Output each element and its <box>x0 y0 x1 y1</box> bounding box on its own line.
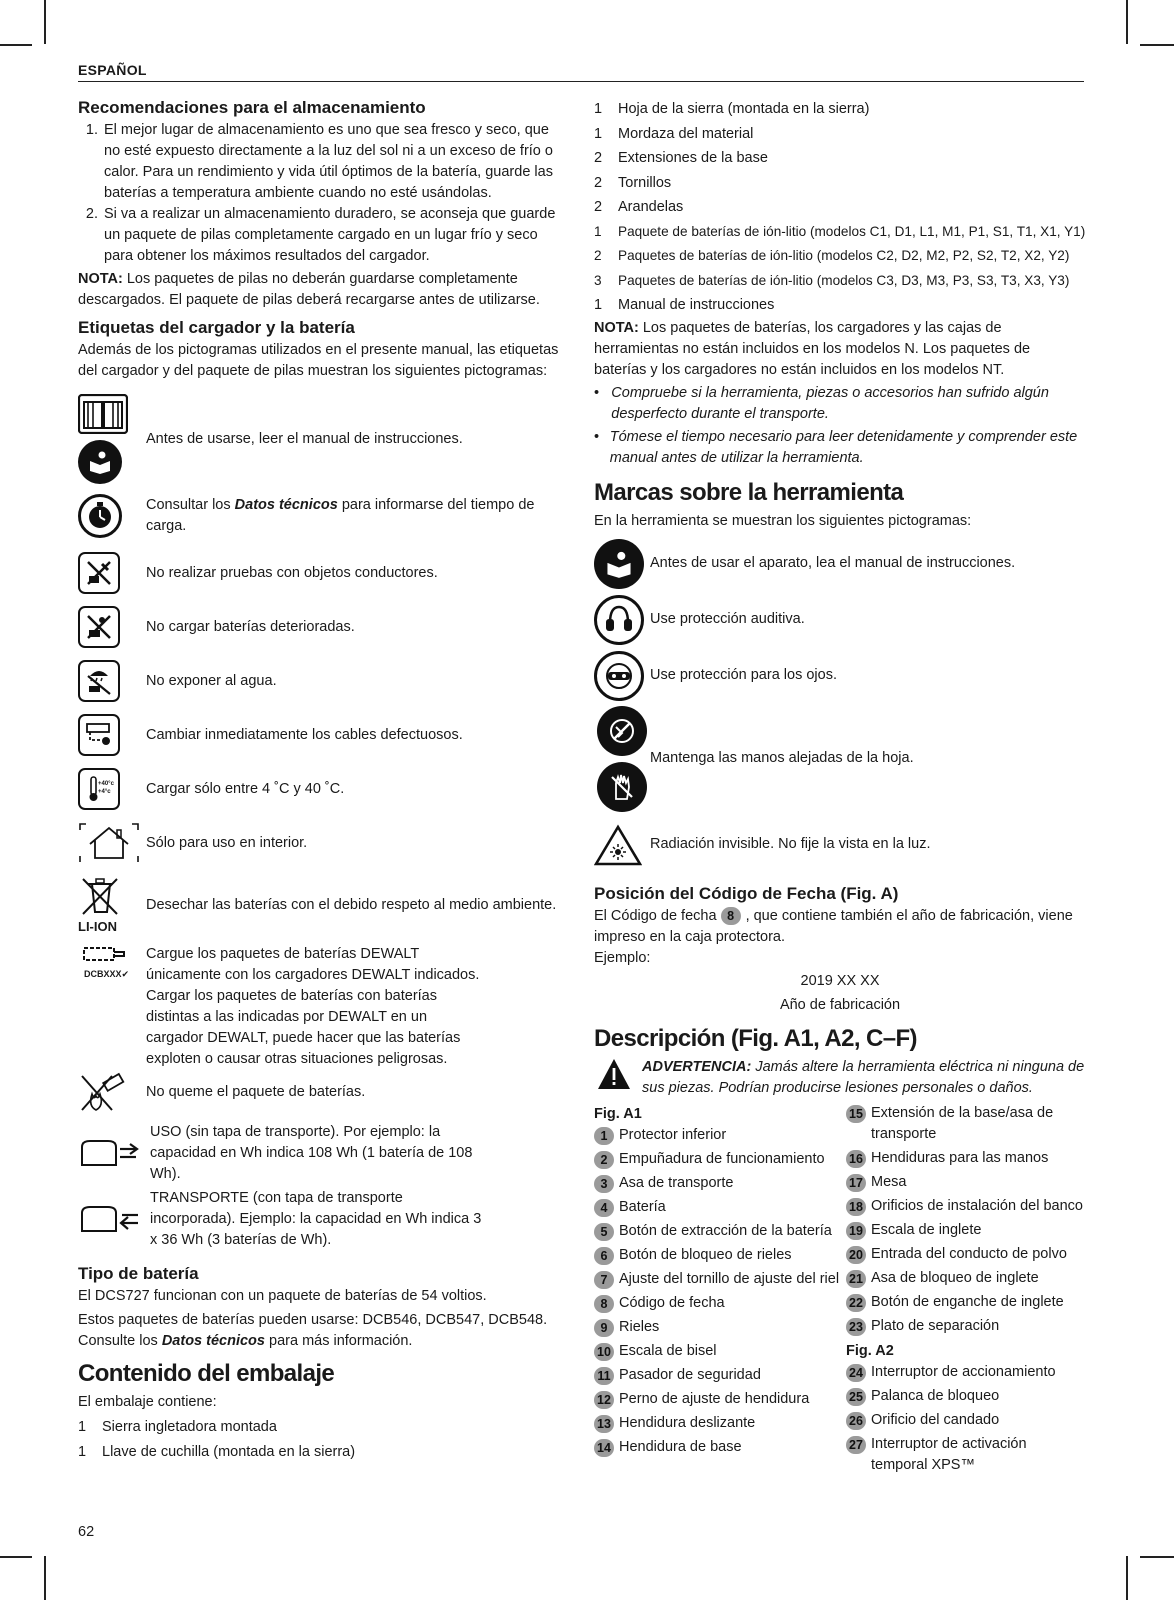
battery-p2-bold: Datos técnicos <box>161 1333 265 1349</box>
legend-item <box>594 1317 846 1338</box>
crop-mark <box>44 0 46 44</box>
legend-item <box>594 1125 846 1146</box>
house-icon <box>78 822 140 864</box>
eye-protection-icon <box>594 651 644 701</box>
replace-cords-text: Cambiar inmediatamente los cables defectuosos. <box>146 726 463 743</box>
legend-text: Orificios de instalación del banco <box>871 1197 1083 1214</box>
note-text: Los paquetes de pilas no deberán guardarse completamente descargados. El paquete de pilas deberá recargarse antes de utilizarse. <box>78 271 540 308</box>
legend-item <box>594 1221 846 1242</box>
legend-item <box>846 1148 1086 1169</box>
crop-mark <box>1140 1556 1174 1558</box>
crossed-bin-icon <box>78 874 122 918</box>
battery-p1: El DCS727 funcionan con un paquete de baterías de 54 voltios. <box>78 1288 487 1304</box>
legend-number-badge: 3 <box>594 1175 614 1193</box>
package-item <box>594 220 1086 245</box>
picto-read-manual <box>78 392 568 486</box>
mark-read-manual-text: Antes de usar el aparato, lea el manual de instrucciones. <box>650 555 1016 571</box>
legend-text: Mesa <box>871 1173 907 1190</box>
package-item <box>78 1440 568 1465</box>
note-label: NOTA: <box>594 319 639 336</box>
legend-number-badge: 27 <box>846 1436 866 1454</box>
note-text: Los paquetes de baterías, los cargadores y las cajas de herramientas no están incluidos en los modelos N. Los paquetes de baterías y los cargadores no están incluidos en los modelos NT. <box>594 319 1031 378</box>
picto-no-water <box>78 654 568 708</box>
legend-number-badge: 20 <box>846 1246 866 1264</box>
right-column <box>594 97 1086 1479</box>
item-text: Mordaza del material <box>618 125 754 142</box>
legend-text: Botón de extracción de la batería <box>619 1222 832 1239</box>
example-value: 2019 XX XX <box>800 972 880 989</box>
thermometer-icon <box>78 768 120 810</box>
legend-text: Protector inferior <box>619 1126 727 1143</box>
item-qty: 1 <box>78 1443 87 1460</box>
no-water-icon <box>78 660 120 702</box>
charger-icon <box>78 944 128 964</box>
item-qty: 2 <box>594 199 603 215</box>
legend-item <box>846 1103 1086 1145</box>
mark-radiation <box>594 814 1086 876</box>
battery-transport-text: TRANSPORTE (con tapa de transporte incorporada). Ejemplo: la capacidad en Wh indica 3 x 36 Wh (3 baterías de Wh). <box>150 1189 482 1248</box>
mark-hearing-text: Use protección auditiva. <box>650 611 805 627</box>
legend-number-badge: 10 <box>594 1343 614 1361</box>
battery-p2-post: para más información. <box>264 1333 413 1349</box>
battery-p2 <box>78 1310 568 1352</box>
legend-text: Plato de separación <box>871 1317 1000 1334</box>
legend-item <box>594 1197 846 1218</box>
picto-indoor <box>78 816 568 870</box>
datecode-title: Posición del Código de Fecha (Fig. A) <box>594 883 899 903</box>
crop-mark <box>1140 44 1174 46</box>
tech-data-text <box>146 495 568 537</box>
item-text: Manual de instrucciones <box>618 297 775 313</box>
legend-number-badge: 26 <box>846 1412 866 1430</box>
legend-text: Escala de bisel <box>619 1342 717 1359</box>
read-manual-icon <box>78 440 122 484</box>
section-header: ESPAÑOL <box>78 62 1084 82</box>
mark-eyes <box>594 648 1086 704</box>
ear-protection-icon <box>594 595 644 645</box>
item-qty: 3 <box>594 272 602 288</box>
dispose-text: Desechar las baterías con el debido respeto al medio ambiente. <box>146 896 557 913</box>
item-text: Paquetes de baterías de ión-litio (modelos C2, D2, M2, P2, S2, T2, X2, Y2) <box>618 248 1070 263</box>
package-item <box>594 293 1086 318</box>
description-title: Descripción (Fig. A1, A2, C–F) <box>594 1024 917 1052</box>
no-damaged-text: No cargar baterías deterioradas. <box>146 618 355 635</box>
battery-use-text: USO (sin tapa de transporte). Por ejemplo: la capacidad en Wh indica 108 Wh (1 batería de 108 Wh). <box>150 1123 473 1182</box>
svg-text:+4°c: +4°c <box>98 789 111 795</box>
legend-number-badge: 2 <box>594 1151 614 1169</box>
item-text: Paquetes de baterías de ión-litio (modelos C3, D3, M3, P3, S3, T3, X3, Y3) <box>618 272 1070 288</box>
legend-text: Palanca de bloqueo <box>871 1387 1000 1404</box>
book-icon <box>78 394 128 434</box>
picto-charge-only <box>78 940 568 1070</box>
legend-number-badge: 15 <box>846 1105 866 1123</box>
legend-text: Asa de bloqueo de inglete <box>871 1269 1039 1286</box>
labels-intro: Además de los pictogramas utilizados en el presente manual, las etiquetas del cargador y del paquete de pilas muestran los siguientes pictogramas: <box>78 342 559 379</box>
legend-text: Código de fecha <box>619 1294 725 1311</box>
charge-only-text: Cargue los paquetes de baterías DEWALT únicamente con los cargadores DEWALT indicados. Cargar los paquetes de baterías con baterías distintas a las indicadas por DEWALT en un cargador DEWALT, puede hacer que las baterías exploten o causar otras situaciones peligrosas. <box>146 946 480 1067</box>
item-qty: 1 <box>594 297 603 313</box>
item-text: Sierra ingletadora montada <box>102 1419 277 1435</box>
picto-no-damaged <box>78 600 568 654</box>
package-note <box>594 318 1086 381</box>
legend-text: Botón de bloqueo de rieles <box>619 1246 792 1263</box>
mark-hearing <box>594 592 1086 648</box>
item-qty: 2 <box>594 174 603 191</box>
legend-text: Extensión de la base/asa de transporte <box>871 1104 1054 1142</box>
item-text: Arandelas <box>618 199 684 215</box>
fig-a2-label: Fig. A2 <box>846 1342 894 1359</box>
legend-left <box>594 1103 846 1479</box>
picto-no-burn <box>78 1070 568 1114</box>
picto-replace-cords <box>78 708 568 762</box>
legend-number-badge: 16 <box>846 1150 866 1168</box>
legend-text: Hendiduras para las manos <box>871 1149 1049 1166</box>
item-qty: 1 <box>594 223 602 239</box>
legend-item <box>594 1389 846 1410</box>
stopwatch-icon <box>78 494 122 538</box>
legend-number-badge: 19 <box>846 1222 866 1240</box>
item-text: Tornillos <box>618 174 672 191</box>
marks-title: Marcas sobre la herramienta <box>594 478 904 506</box>
datecode-text <box>594 906 1086 948</box>
warning-block <box>594 1057 1086 1099</box>
datecode-badge: 8 <box>721 907 741 925</box>
package-item <box>594 97 1086 122</box>
legend-number-badge: 4 <box>594 1199 614 1217</box>
legend-text: Perno de ajuste de hendidura <box>619 1390 810 1407</box>
legend-item <box>846 1410 1086 1431</box>
legend-number-badge: 25 <box>846 1388 866 1406</box>
legend-number-badge: 23 <box>846 1318 866 1336</box>
picto-tech-data <box>78 486 568 546</box>
parts-legend <box>594 1103 1086 1479</box>
crop-mark <box>1126 1556 1128 1600</box>
legend-number-badge: 5 <box>594 1223 614 1241</box>
legend-item <box>594 1341 846 1362</box>
battery-use-icon <box>78 1135 142 1171</box>
example-caption: Año de fabricación <box>779 996 901 1013</box>
item-qty: 1 <box>594 125 603 142</box>
legend-item <box>846 1434 1086 1476</box>
temp-range-text: Cargar sólo entre 4 ˚C y 40 ˚C. <box>146 780 345 797</box>
legend-text: Rieles <box>619 1318 660 1335</box>
legend-text: Entrada del conducto de polvo <box>871 1245 1067 1262</box>
dcbxxx-label: DCBXXX✔ <box>84 969 130 979</box>
tech-pre: Consultar los <box>146 497 235 513</box>
crop-mark <box>0 1556 32 1558</box>
package-item <box>78 1415 568 1440</box>
no-conductive-text: No realizar pruebas con objetos conductores. <box>146 564 438 581</box>
package-title: Contenido del embalaje <box>78 1360 335 1387</box>
legend-item <box>846 1268 1086 1289</box>
package-item <box>594 195 1086 220</box>
battery-transport-icon <box>78 1201 142 1237</box>
mark-hands-text: Mantenga las manos alejadas de la hoja. <box>650 750 914 766</box>
legend-text: Ajuste del tornillo de ajuste del riel <box>619 1270 840 1287</box>
svg-text:+40°c: +40°c <box>98 781 114 787</box>
read-manual-text: Antes de usarse, leer el manual de instrucciones. <box>146 430 463 447</box>
legend-item <box>594 1149 846 1170</box>
crop-mark <box>44 1556 46 1600</box>
legend-item <box>846 1244 1086 1265</box>
legend-text: Pasador de seguridad <box>619 1366 761 1383</box>
legend-item <box>846 1316 1086 1337</box>
fig-a1-label: Fig. A1 <box>594 1105 642 1122</box>
legend-number-badge: 21 <box>846 1270 866 1288</box>
warning-text: Jamás altere la herramienta eléctrica ni ninguna de sus piezas. Podrían producirse lesiones personales o daños. <box>642 1058 1085 1096</box>
damaged-battery-icon <box>78 606 120 648</box>
battery-p2-pre: Estos paquetes de baterías pueden usarse: DCB546, DCB547, DCB548. Consulte los <box>78 1312 548 1349</box>
legend-number-badge: 1 <box>594 1127 614 1145</box>
legend-text: Asa de transporte <box>619 1174 734 1191</box>
hand-blade-icon <box>597 706 647 756</box>
left-column <box>78 98 568 1464</box>
legend-number-badge: 9 <box>594 1319 614 1337</box>
legend-item <box>594 1413 846 1434</box>
legend-text: Hendidura de base <box>619 1438 742 1455</box>
example-label: Ejemplo: <box>594 949 651 966</box>
tech-bold: Datos técnicos <box>234 497 338 513</box>
item-text: Paquete de baterías de ión-litio (modelos C1, D1, L1, M1, P1, S1, T1, X1, Y1) <box>618 223 1086 239</box>
legend-text: Empuñadura de funcionamiento <box>619 1150 825 1167</box>
legend-item <box>846 1362 1086 1383</box>
picto-battery-use <box>78 1120 568 1186</box>
legend-item <box>846 1196 1086 1217</box>
package-item <box>594 171 1086 196</box>
legend-number-badge: 6 <box>594 1247 614 1265</box>
storage-title: Recomendaciones para el almacenamiento <box>78 98 426 117</box>
legend-text: Interruptor de activación temporal XPS™ <box>871 1435 1027 1473</box>
legend-item <box>594 1269 846 1290</box>
no-fire-icon <box>78 1072 130 1112</box>
datecode-post: , que contiene también el año de fabricación, viene impreso en la caja protectora. <box>594 907 1073 945</box>
item-text: Extensiones de la base <box>618 150 768 166</box>
legend-item <box>846 1386 1086 1407</box>
item-qty: 2 <box>594 150 603 166</box>
package-item <box>594 146 1086 171</box>
legend-number-badge: 13 <box>594 1415 614 1433</box>
cord-icon <box>78 714 120 756</box>
legend-text: Hendidura deslizante <box>619 1414 756 1431</box>
item-text: Hoja de la sierra (montada en la sierra) <box>618 101 870 117</box>
bullet-text: Compruebe si la herramienta, piezas o accesorios han sufrido algún desperfecto durante el transporte. <box>611 384 1049 422</box>
legend-number-badge: 8 <box>594 1295 614 1313</box>
storage-list <box>78 120 568 267</box>
mark-hands <box>594 704 1086 814</box>
legend-number-badge: 14 <box>594 1439 614 1457</box>
package-item <box>594 269 1086 294</box>
picto-battery-transport <box>78 1186 568 1252</box>
legend-number-badge: 11 <box>594 1367 614 1385</box>
laser-warning-icon <box>594 824 642 866</box>
legend-item <box>846 1220 1086 1241</box>
legend-text: Botón de enganche de inglete <box>871 1293 1064 1310</box>
package-item <box>594 122 1086 147</box>
tech-post: para informarse del tiempo de carga. <box>146 497 535 534</box>
legend-text: Escala de inglete <box>871 1221 982 1238</box>
legend-number-badge: 17 <box>846 1174 866 1192</box>
note-label: NOTA: <box>78 271 123 287</box>
page-number: 62 <box>78 1524 95 1540</box>
package-intro: El embalaje contiene: <box>78 1394 217 1410</box>
storage-note <box>78 269 568 311</box>
picto-dispose <box>78 870 568 940</box>
storage-item: 2. Si va a realizar un almacenamiento duradero, se aconseja que guarde un paquete de pilas completamente cargado en un lugar frío y seco para obtener los máximos resultados del cargador. <box>102 204 568 267</box>
storage-item: 1. El mejor lugar de almacenamiento es uno que sea fresco y seco, que no esté expuesto directamente a la luz del sol ni a un exceso de frío o calor. Para un rendimiento y vida útil óptimos de la batería, guarde las baterías a temperatura ambiente cuando no esté usándolas. <box>102 120 568 204</box>
legend-text: Batería <box>619 1198 666 1215</box>
glove-icon <box>597 762 647 812</box>
legend-text: Interruptor de accionamiento <box>871 1363 1056 1380</box>
item-text: Llave de cuchilla (montada en la sierra) <box>102 1443 356 1460</box>
legend-right <box>846 1103 1086 1479</box>
legend-text: Orificio del candado <box>871 1411 1000 1428</box>
crop-mark <box>1126 0 1128 44</box>
liion-label: LI-ION <box>78 918 117 934</box>
mark-read-manual <box>594 536 1086 592</box>
battery-title: Tipo de batería <box>78 1264 199 1283</box>
legend-number-badge: 12 <box>594 1391 614 1409</box>
bullet-item: • Compruebe si la herramienta, piezas o accesorios han sufrido algún desperfecto durante el transporte. <box>594 383 1086 425</box>
legend-number-badge: 18 <box>846 1198 866 1216</box>
mark-radiation-text: Radiación invisible. No fije la vista en la luz. <box>650 836 931 852</box>
legend-item <box>594 1245 846 1266</box>
warning-label: ADVERTENCIA: <box>642 1058 752 1075</box>
legend-item <box>594 1365 846 1386</box>
bullet-item: • Tómese el tiempo necesario para leer detenidamente y comprender este manual antes de utilizar la herramienta. <box>594 427 1086 469</box>
read-manual-icon <box>594 539 644 589</box>
package-item <box>594 244 1086 269</box>
picto-no-conductive <box>78 546 568 600</box>
legend-number-badge: 22 <box>846 1294 866 1312</box>
legend-number-badge: 7 <box>594 1271 614 1289</box>
item-qty: 1 <box>594 101 603 117</box>
crop-mark <box>0 44 32 46</box>
picto-temp-range <box>78 762 568 816</box>
mark-eyes-text: Use protección para los ojos. <box>650 667 837 683</box>
warning-triangle-icon <box>594 1057 642 1093</box>
legend-item <box>594 1293 846 1314</box>
legend-number-badge: 24 <box>846 1364 866 1382</box>
labels-title: Etiquetas del cargador y la batería <box>78 318 355 337</box>
no-burn-text: No queme el paquete de baterías. <box>146 1083 366 1100</box>
no-conductive-icon <box>78 552 120 594</box>
legend-item <box>594 1437 846 1458</box>
marks-intro: En la herramienta se muestran los siguientes pictogramas: <box>594 512 972 529</box>
item-qty: 2 <box>594 248 602 263</box>
datecode-pre: El Código de fecha <box>594 907 721 924</box>
legend-item <box>594 1173 846 1194</box>
legend-item <box>846 1172 1086 1193</box>
indoor-text: Sólo para uso en interior. <box>146 834 308 851</box>
bullet-text: Tómese el tiempo necesario para leer detenidamente y comprender este manual antes de utilizar la herramienta. <box>609 428 1078 466</box>
no-water-text: No exponer al agua. <box>146 672 277 689</box>
legend-item <box>846 1292 1086 1313</box>
item-qty: 1 <box>78 1419 87 1435</box>
